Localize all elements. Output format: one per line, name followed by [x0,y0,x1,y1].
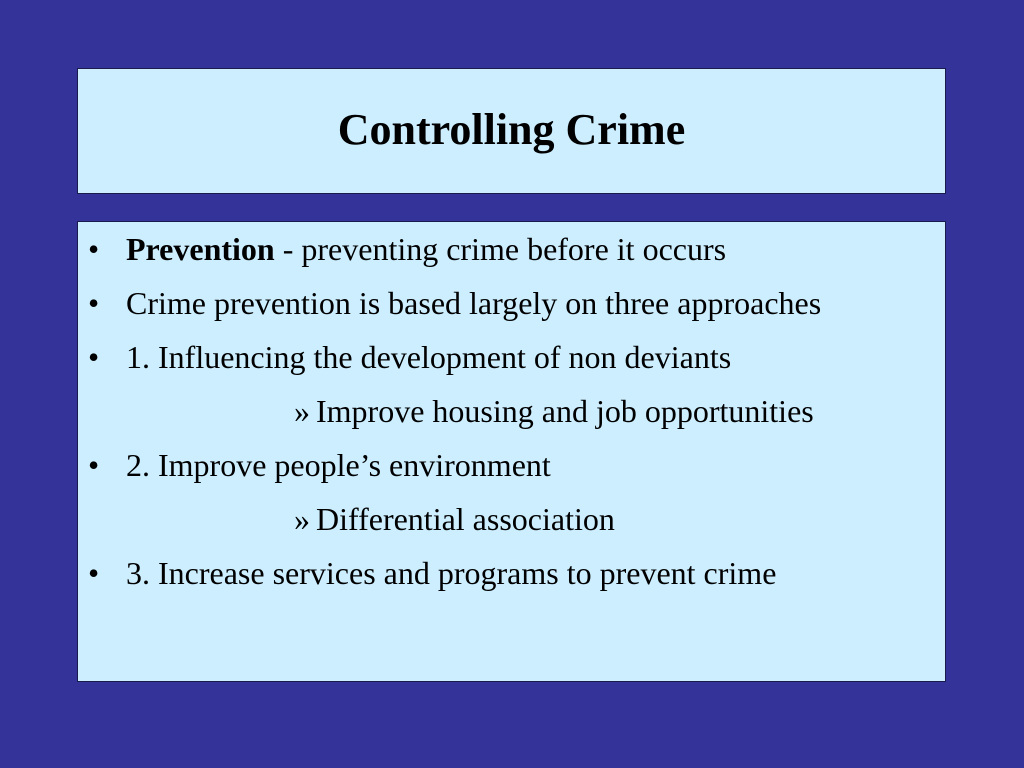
bullet-item-approach-1 [78,336,945,378]
sub-bullet-marker: » [294,501,310,537]
sub-bullet-text: Improve housing and job opportunities [316,393,814,429]
sub-bullet-association [78,498,945,540]
bullet-item-approach-2 [78,444,945,486]
slide-title: Controlling Crime [337,104,686,154]
bullet-marker: • [88,447,100,483]
bullet-bold-term: Prevention [126,231,275,267]
bullet-marker: • [88,339,100,375]
bullet-text: 1. Influencing the development of non deviants [126,339,732,375]
bullet-marker: • [88,231,100,267]
bullet-text: 3. Increase services and programs to prevent crime [126,555,777,591]
bullet-text: 2. Improve people’s environment [126,447,551,483]
bullet-item-approach-3 [78,552,945,594]
title-box [77,68,946,194]
sub-bullet-text: Differential association [316,501,615,537]
bullet-marker: • [88,285,100,321]
bullet-text: Crime prevention is based largely on three approaches [126,285,822,321]
sub-bullet-marker: » [294,393,310,429]
bullet-marker: • [88,555,100,591]
bullet-list [78,228,945,606]
content-box [77,221,946,682]
bullet-item-approaches [78,282,945,324]
sub-bullet-housing [78,390,945,432]
bullet-item-prevention [78,228,945,270]
bullet-text: - preventing crime before it occurs [274,231,727,267]
